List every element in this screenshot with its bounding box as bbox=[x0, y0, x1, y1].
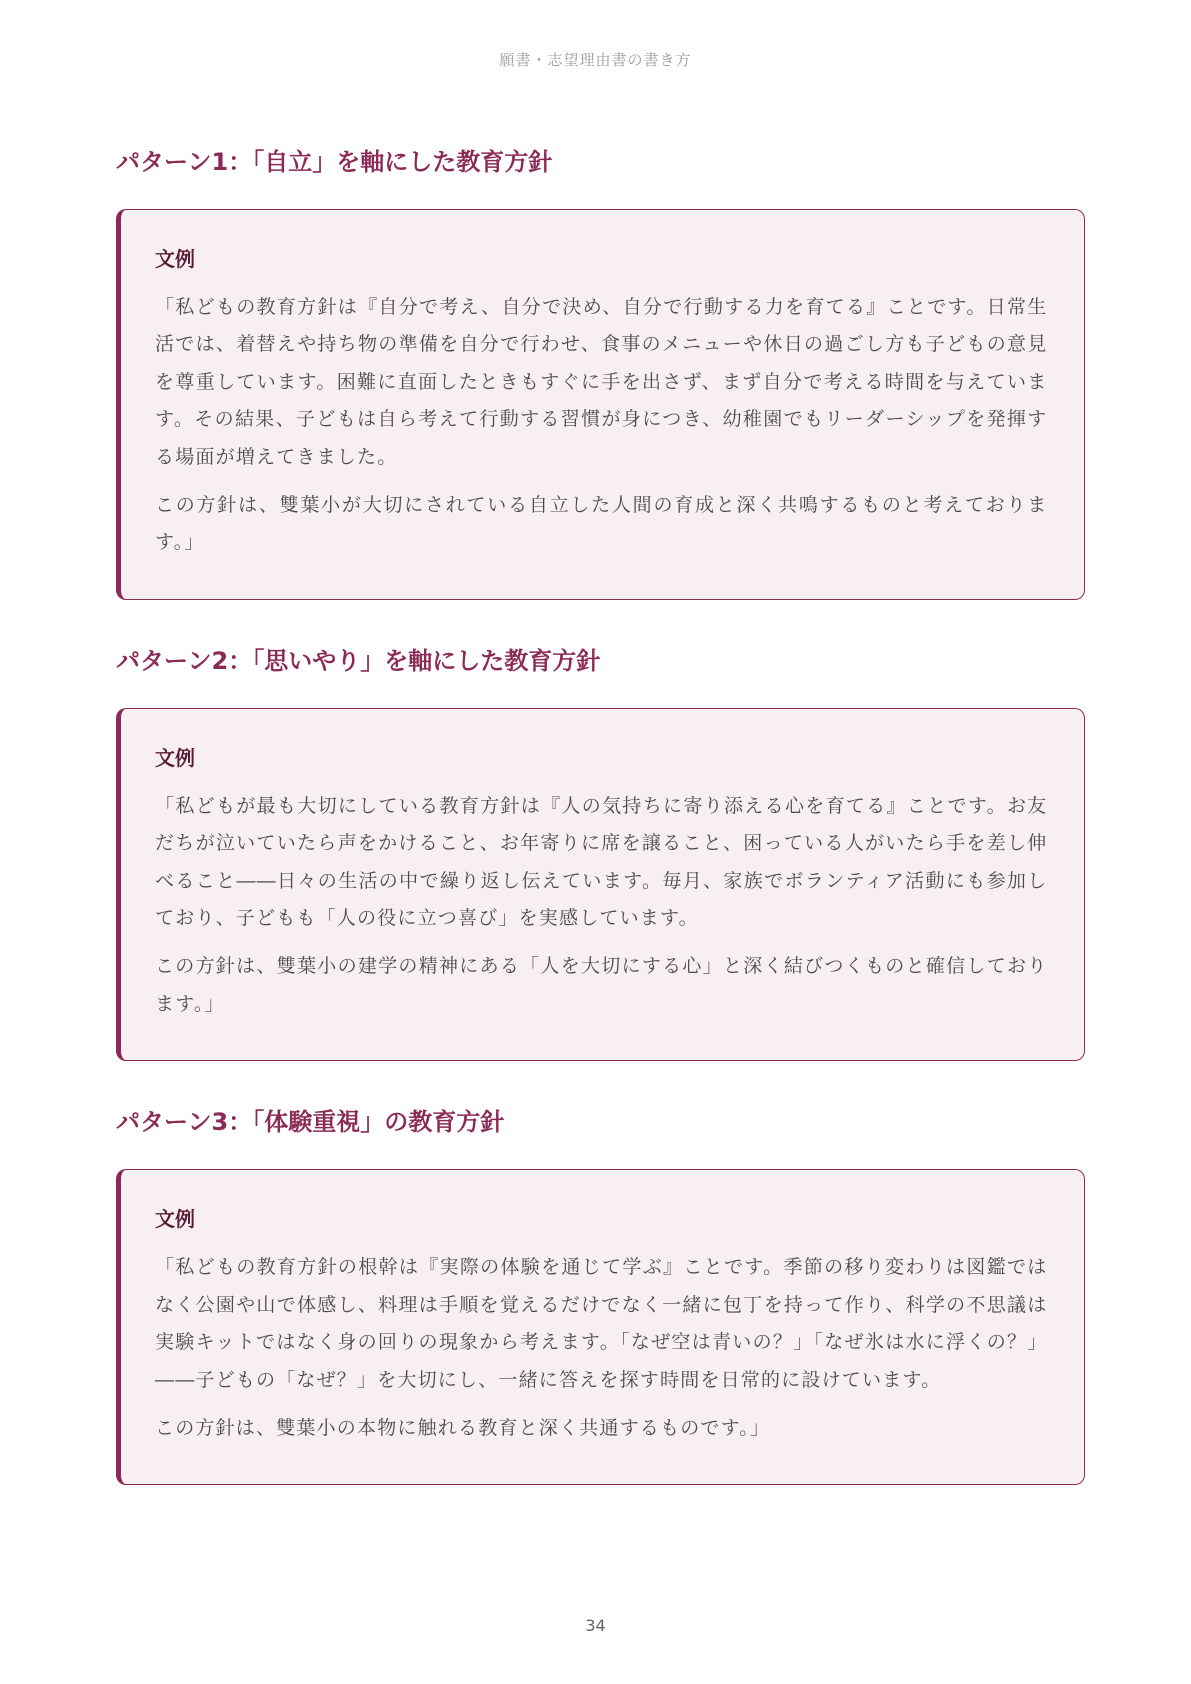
example-box bbox=[116, 708, 1085, 1061]
example-paragraph: この方針は、雙葉小の本物に触れる教育と深く共通するものです。」 bbox=[155, 1416, 771, 1439]
example-paragraph: この方針は、雙葉小が大切にされている自立した人間の育成と深く共鳴するものと考えております。」 bbox=[155, 494, 1048, 554]
example-label: 文例 bbox=[155, 1207, 195, 1232]
pattern-section-3 bbox=[116, 1108, 1085, 1485]
example-label: 文例 bbox=[155, 745, 195, 770]
example-label: 文例 bbox=[155, 247, 195, 271]
section-heading: パターン2：「思いやり」を軸にした教育方針 bbox=[116, 646, 601, 675]
example-box bbox=[116, 1169, 1085, 1485]
section-heading: パターン1：「自立」を軸にした教育方針 bbox=[116, 148, 553, 176]
example-paragraph: この方針は、雙葉小の建学の精神にある「人を大切にする心」と深く結びつくものと確信しております。」 bbox=[155, 955, 1048, 1015]
example-paragraph: 「私どもの教育方針の根幹は『実際の体験を通じて学ぶ』ことです。季節の移り変わりは図鑑ではなく公園や山で体感し、料理は手順を覚えるだけでなく一緒に包丁を持って作り、科学の不思議は実験キットではなく身の回りの現象から考えます。「なぜ空は青いの？」「なぜ氷は水に浮くの？」――子どもの「なぜ？」を大切にし、一緒に答えを探す時間を日常的に設けています。 bbox=[155, 1256, 1048, 1391]
pattern-section-1 bbox=[116, 148, 1085, 600]
example-paragraph: 「私どもの教育方針は『自分で考え、自分で決め、自分で行動する力を育てる』ことです。日常生活では、着替えや持ち物の準備を自分で行わせ、食事のメニューや休日の過ごし方も子どもの意見を尊重しています。困難に直面したときもすぐに手を出さず、まず自分で考える時間を与えています。その結果、子どもは自ら考えて行動する習慣が身につき、幼稚園でもリーダーシップを発揮する場面が増えてきました。 bbox=[155, 296, 1048, 468]
page-content bbox=[116, 148, 1085, 1485]
running-header: 願書・志望理由書の書き方 bbox=[499, 51, 692, 69]
pattern-section-2 bbox=[116, 647, 1085, 1061]
example-paragraph: 「私どもが最も大切にしている教育方針は『人の気持ちに寄り添える心を育てる』ことです。お友だちが泣いていたら声をかけること、お年寄りに席を譲ること、困っている人がいたら手を差し伸べること――日々の生活の中で繰り返し伝えています。毎月、家族でボランティア活動にも参加しており、子どもも「人の役に立つ喜び」を実感しています。 bbox=[155, 794, 1048, 930]
section-heading: パターン3：「体験重視」の教育方針 bbox=[116, 1108, 505, 1137]
example-box bbox=[116, 209, 1085, 600]
page-number: 34 bbox=[585, 1616, 606, 1635]
